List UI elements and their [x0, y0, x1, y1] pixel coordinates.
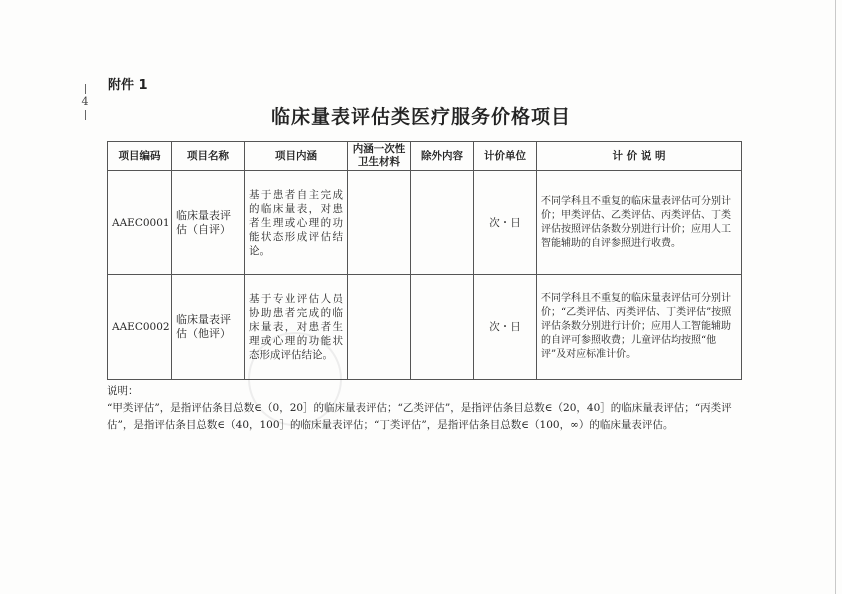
price-item-table	[107, 141, 742, 380]
row-unit: 次・日	[474, 171, 537, 275]
table-row	[108, 275, 742, 380]
row-unit: 次・日	[474, 275, 537, 380]
page-number-dash-top	[85, 84, 86, 94]
page-edge-line	[835, 0, 836, 594]
table-header-row	[108, 142, 742, 171]
row-content: 基于患者自主完成的临床量表，对患者生理或心理的功能状态形成评估结论。	[245, 171, 348, 275]
attachment-label: 附件 1	[108, 78, 148, 93]
notes-heading: 说明：	[107, 385, 139, 397]
row-excluded	[411, 171, 474, 275]
table-row	[108, 171, 742, 275]
notes-section	[107, 383, 747, 434]
row-excluded	[411, 275, 474, 380]
header-excluded: 除外内容	[411, 142, 474, 171]
row-materials	[348, 275, 411, 380]
row-explanation: 不同学科且不重复的临床量表评估可分别计价；“乙类评估、丙类评估、丁类评估”按照评估条数分别进行计价；应用人工智能辅助的自评可参照收费；儿童评估均按照“他评”及对应标准计价。	[537, 275, 742, 380]
notes-text: “甲类评估”，是指评估条目总数∈（0，20］的临床量表评估；“乙类评估”，是指评估条目总数∈（20，40］的临床量表评估；“丙类评估”，是指评估条目总数∈（40，100］的临床量表评估；“丁类评估”，是指评估条目总数∈（100，∞）的临床量表评估。	[107, 402, 732, 431]
row-content: 基于专业评估人员协助患者完成的临床量表，对患者生理或心理的功能状态形成评估结论。	[245, 275, 348, 380]
header-unit: 计价单位	[474, 142, 537, 171]
row-code: AAEC0002	[108, 275, 172, 380]
header-code: 项目编码	[108, 142, 172, 171]
page-number: 4	[81, 95, 89, 108]
header-explanation: 计 价 说 明	[537, 142, 742, 171]
document-title: 临床量表评估类医疗服务价格项目	[270, 106, 571, 128]
row-code: AAEC0001	[108, 171, 172, 275]
header-name: 项目名称	[172, 142, 245, 171]
row-explanation: 不同学科且不重复的临床量表评估可分别计价；甲类评估、乙类评估、丙类评估、丁类评估按照评估条数分别进行计价；应用人工智能辅助的自评参照进行收费。	[537, 171, 742, 275]
row-name: 临床量表评估（自评）	[172, 171, 245, 275]
row-materials	[348, 171, 411, 275]
header-content: 项目内涵	[245, 142, 348, 171]
header-materials: 内涵一次性卫生材料	[348, 142, 411, 171]
row-name: 临床量表评估（他评）	[172, 275, 245, 380]
